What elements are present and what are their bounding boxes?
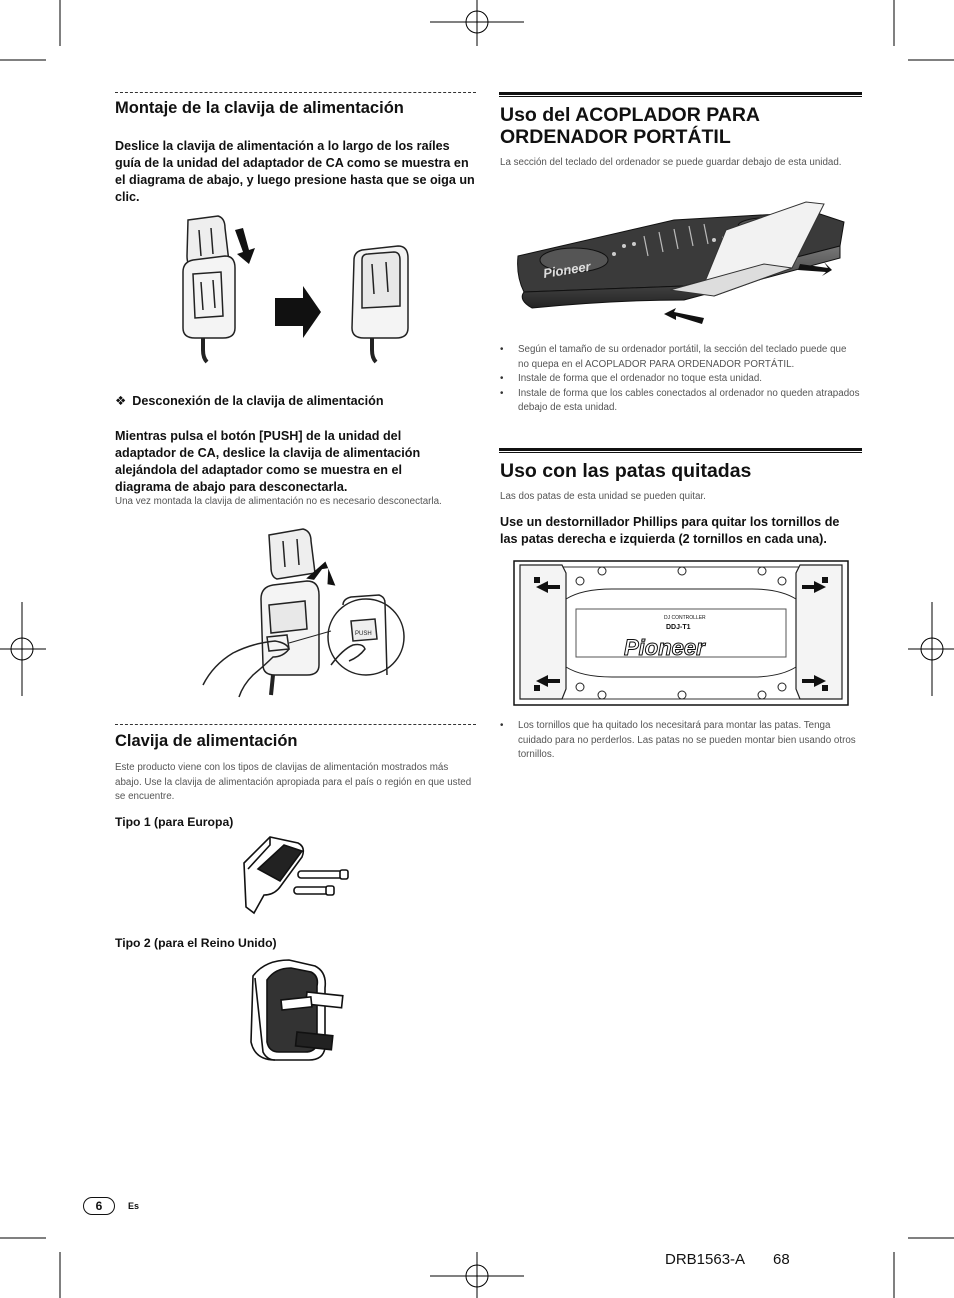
bottom-device-model: DDJ-T1 (666, 624, 691, 631)
disconnect-instruction: Mientras pulsa el botón [PUSH] de la unidad del adaptador de CA, deslice la clavija de alimentación alejándola del adaptador como se muestra en el diagrama de abajo para desconectarla. (115, 429, 421, 494)
legs-removed-body: Las dos patas de esta unidad se pueden quitar. (500, 491, 706, 502)
section-title-legs-removed: Uso con las patas quitadas (500, 460, 752, 482)
legs-removed-instruction: Use un destornillador Phillips para quitar los tornillos de las patas derecha e izquierda (2 tornillos en cada una). (500, 515, 840, 546)
push-label: PUSH (355, 631, 372, 637)
page-number-badge (83, 1197, 115, 1215)
controller-brand: Pioneer (542, 258, 592, 281)
section-title-laptop-dock: Uso del ACOPLADOR PARA ORDENADOR PORTÁTIL (500, 104, 760, 148)
plug-type2-illustration (245, 956, 360, 1066)
plug-type1-illustration (240, 833, 350, 918)
legs-removed-bullets (500, 719, 860, 763)
page-number: 6 (95, 1199, 103, 1213)
bottom-device-label: DJ CONTROLLER (664, 615, 706, 621)
disconnect-note: Una vez montada la clavija de alimentación no es necesario desconectarla. (115, 496, 442, 507)
adapter-disconnect-illustration (203, 525, 413, 700)
plugs-body: Este producto viene con los tipos de clavijas de alimentación mostrados más abajo. Use la clavija de alimentación apropiada para el país o región en que usted se encuentre. (115, 762, 472, 802)
section-title-plugs: Clavija de alimentación (115, 732, 298, 750)
plug-type1-label: Tipo 1 (para Europa) (115, 815, 234, 829)
doc-page: 68 (773, 1251, 790, 1268)
list-item: • Los tornillos que ha quitado los necesitará para montar las patas. Tenga cuidado para no perderlos. Las patas no se pueden montar bien usando otros tornillos. (500, 719, 860, 763)
section-divider (115, 92, 476, 93)
disconnect-heading (115, 393, 384, 408)
laptop-dock-bullets (500, 343, 860, 416)
disconnect-heading-text: Desconexión de la clavija de alimentación (132, 394, 384, 408)
controller-bottom-illustration (512, 559, 852, 709)
adapter-attach-illustration (163, 210, 433, 365)
list-item: • Según el tamaño de su ordenador portátil, la sección del teclado puede que no quepa en el ACOPLADOR PARA ORDENADOR PORTÁTIL. (500, 343, 860, 372)
section-divider (115, 724, 476, 725)
list-item: • Instale de forma que los cables conectados al ordenador no queden atrapados debajo de esta unidad. (500, 387, 860, 416)
mounting-instruction: Deslice la clavija de alimentación a lo largo de los raíles guía de la unidad del adaptador de CA como se muestra en el diagrama de abajo, y luego presione hasta que se oiga un clic. (115, 139, 475, 204)
plug-type2-label: Tipo 2 (para el Reino Unido) (115, 936, 277, 950)
bottom-device-brand: Pioneer (624, 635, 705, 660)
list-item: • Instale de forma que el ordenador no toque esta unidad. (500, 372, 860, 387)
controller-laptop-illustration (514, 196, 849, 336)
diamond-bullet-icon: ❖ (115, 394, 127, 408)
section-divider (499, 448, 862, 453)
doc-code: DRB1563-A (665, 1251, 746, 1268)
laptop-dock-body: La sección del teclado del ordenador se puede guardar debajo de esta unidad. (500, 157, 842, 168)
section-divider (499, 92, 862, 97)
language-code: Es (128, 1201, 140, 1211)
section-title-mounting: Montaje de la clavija de alimentación (115, 99, 404, 117)
